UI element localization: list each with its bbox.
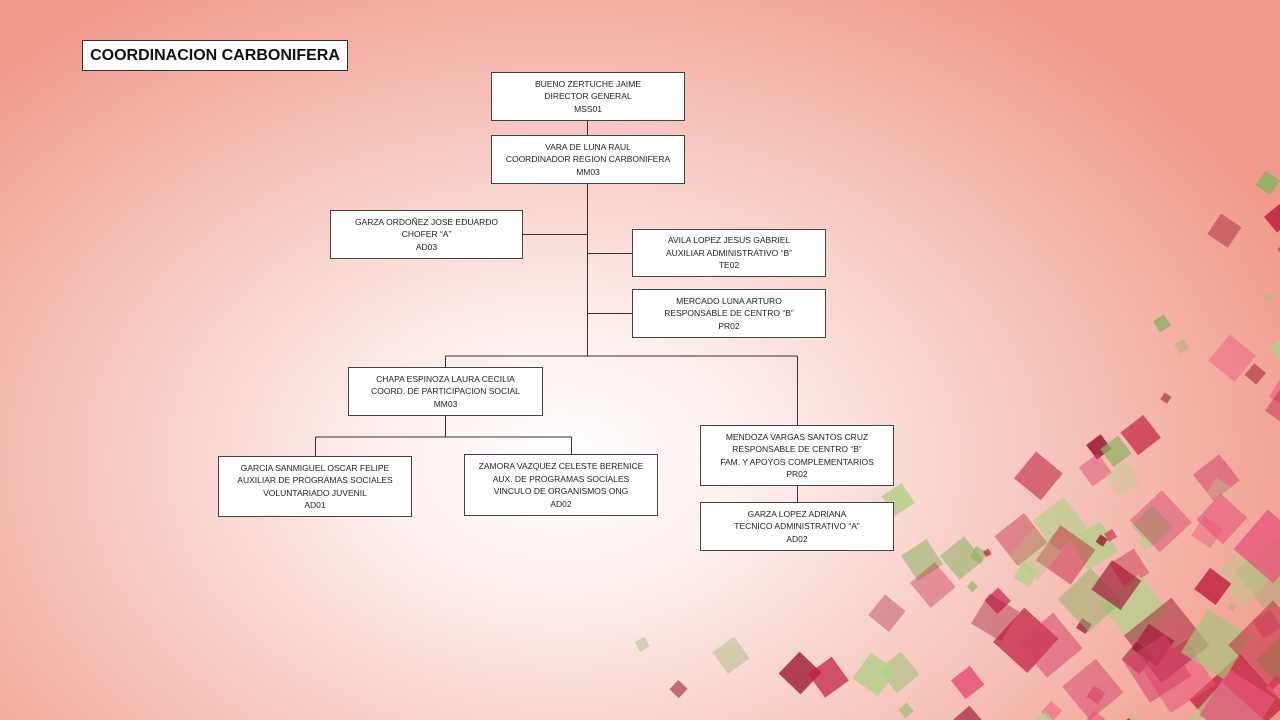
node-name: BUENO ZERTUCHE JAIME xyxy=(534,78,642,89)
node-name: CHAPA ESPINOZA LAURA CECILIA xyxy=(376,373,515,384)
org-node-chapa xyxy=(348,367,543,416)
node-role: COORDINADOR REGION CARBONIFERA xyxy=(505,154,671,165)
node-code: AD03 xyxy=(415,241,438,252)
node-role-secondary: FAM. Y APOYOS COMPLEMENTARIOS xyxy=(720,456,874,467)
node-code: MM03 xyxy=(433,398,458,409)
node-role: CHOFER “A” xyxy=(401,229,452,240)
node-name: AVILA LOPEZ JESUS GABRIEL xyxy=(667,235,791,246)
org-node-mendoza xyxy=(700,425,894,486)
node-code: PR02 xyxy=(718,320,740,331)
org-node-garza-lopez xyxy=(700,502,894,551)
node-name: VARA DE LUNA RAUL xyxy=(545,141,631,152)
node-role: TECNICO ADMINISTRATIVO “A” xyxy=(734,521,860,532)
node-role: AUXILIAR DE PROGRAMAS SOCIALES xyxy=(237,475,393,485)
node-role-secondary: VOLUNTARIADO JUVENIL xyxy=(263,487,367,498)
node-code: AD02 xyxy=(786,533,808,544)
org-node-mercado xyxy=(632,289,826,338)
node-name: MERCADO LUNA ARTURO xyxy=(676,295,782,306)
org-node-director xyxy=(491,72,685,121)
node-role-secondary: VINCULO DE ORGANISMOS ONG xyxy=(493,486,629,496)
node-name: GARZA LOPEZ ADRIANA xyxy=(747,508,847,519)
node-role: AUXILIAR ADMINISTRATIVO “B” xyxy=(666,247,792,258)
org-node-zamora xyxy=(464,454,658,516)
node-name: GARZA ORDOÑEZ JOSE EDUARDO xyxy=(354,216,499,227)
node-code: PR02 xyxy=(786,469,808,479)
page-title: COORDINACION CARBONIFERA xyxy=(82,40,348,71)
node-role: RESPONSABLE DE CENTRO “B” xyxy=(732,444,862,454)
node-role: DIRECTOR GENERAL xyxy=(544,91,632,102)
node-name: GARCIA SANMIGUEL OSCAR FELIPE xyxy=(240,462,390,473)
org-node-coordinador xyxy=(491,135,685,184)
node-code: AD02 xyxy=(550,498,572,509)
node-role: RESPONSABLE DE CENTRO “B” xyxy=(664,308,794,319)
node-code: MM03 xyxy=(576,166,600,177)
org-node-chofer xyxy=(330,210,523,259)
node-role: COORD. DE PARTICIPACION SOCIAL xyxy=(371,386,520,397)
node-code: MSS01 xyxy=(574,103,602,114)
node-name: ZAMORA VAZQUEZ CELESTE BERENICE xyxy=(478,461,644,471)
org-node-auxiliar-admin xyxy=(632,229,826,277)
node-code: TE02 xyxy=(718,260,740,271)
org-node-garcia xyxy=(218,456,412,517)
node-role: AUX. DE PROGRAMAS SOCIALES xyxy=(492,473,630,484)
node-name: MENDOZA VARGAS SANTOS CRUZ xyxy=(725,431,869,442)
node-code: AD01 xyxy=(304,500,326,510)
